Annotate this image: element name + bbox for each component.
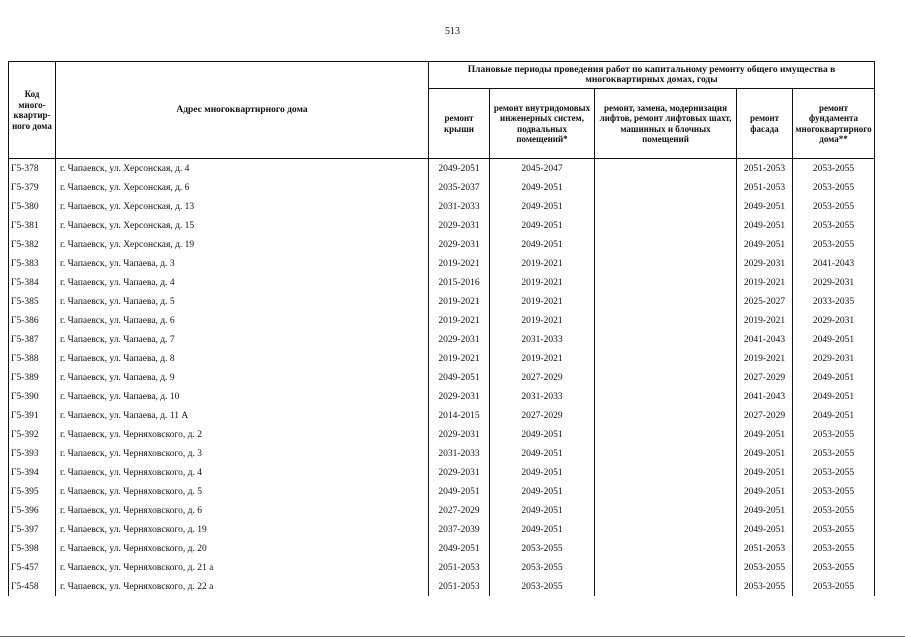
cell-code: Г5-385 (9, 292, 56, 311)
bottom-divider (0, 636, 905, 637)
cell-foundation: 2029-2031 (793, 349, 875, 368)
repair-schedule-table (8, 61, 875, 596)
cell-roof: 2049-2051 (429, 368, 490, 387)
cell-foundation: 2053-2055 (793, 482, 875, 501)
cell-code: Г5-380 (9, 197, 56, 216)
cell-foundation: 2033-2035 (793, 292, 875, 311)
cell-roof: 2029-2031 (429, 463, 490, 482)
cell-lifts (595, 311, 737, 330)
cell-code: Г5-395 (9, 482, 56, 501)
cell-systems: 2049-2051 (490, 463, 595, 482)
table-body (9, 159, 875, 597)
cell-systems: 2019-2021 (490, 311, 595, 330)
cell-systems: 2053-2055 (490, 558, 595, 577)
cell-code: Г5-388 (9, 349, 56, 368)
cell-code: Г5-386 (9, 311, 56, 330)
cell-address: г. Чапаевск, ул. Черняховского, д. 19 (56, 520, 429, 539)
cell-lifts (595, 406, 737, 425)
cell-address: г. Чапаевск, ул. Херсонская, д. 4 (56, 159, 429, 179)
cell-facade: 2049-2051 (737, 197, 793, 216)
cell-lifts (595, 501, 737, 520)
cell-lifts (595, 444, 737, 463)
cell-facade: 2051-2053 (737, 178, 793, 197)
table-row (9, 482, 875, 501)
cell-address: г. Чапаевск, ул. Черняховского, д. 21 а (56, 558, 429, 577)
table-row (9, 463, 875, 482)
cell-address: г. Чапаевск, ул. Чапаева, д. 7 (56, 330, 429, 349)
cell-roof: 2049-2051 (429, 482, 490, 501)
cell-facade: 2051-2053 (737, 159, 793, 179)
cell-address: г. Чапаевск, ул. Херсонская, д. 13 (56, 197, 429, 216)
table-row (9, 235, 875, 254)
cell-roof: 2031-2033 (429, 197, 490, 216)
cell-roof: 2029-2031 (429, 387, 490, 406)
cell-lifts (595, 254, 737, 273)
cell-roof: 2019-2021 (429, 349, 490, 368)
cell-foundation: 2053-2055 (793, 216, 875, 235)
cell-foundation: 2053-2055 (793, 235, 875, 254)
cell-lifts (595, 178, 737, 197)
cell-foundation: 2053-2055 (793, 425, 875, 444)
cell-facade: 2041-2043 (737, 330, 793, 349)
cell-lifts (595, 482, 737, 501)
cell-systems: 2049-2051 (490, 235, 595, 254)
cell-code: Г5-392 (9, 425, 56, 444)
cell-lifts (595, 425, 737, 444)
cell-roof: 2037-2039 (429, 520, 490, 539)
cell-foundation: 2049-2051 (793, 330, 875, 349)
table-row (9, 197, 875, 216)
cell-code: Г5-381 (9, 216, 56, 235)
cell-facade: 2027-2029 (737, 406, 793, 425)
cell-systems: 2031-2033 (490, 387, 595, 406)
table-row (9, 387, 875, 406)
cell-foundation: 2053-2055 (793, 577, 875, 596)
cell-facade: 2025-2027 (737, 292, 793, 311)
cell-systems: 2019-2021 (490, 349, 595, 368)
cell-code: Г5-379 (9, 178, 56, 197)
cell-foundation: 2041-2043 (793, 254, 875, 273)
table-row (9, 425, 875, 444)
cell-foundation: 2049-2051 (793, 406, 875, 425)
cell-systems: 2019-2021 (490, 292, 595, 311)
cell-systems: 2049-2051 (490, 520, 595, 539)
table-row (9, 520, 875, 539)
cell-roof: 2029-2031 (429, 330, 490, 349)
table-row (9, 292, 875, 311)
table-row (9, 273, 875, 292)
cell-address: г. Чапаевск, ул. Черняховского, д. 20 (56, 539, 429, 558)
cell-systems: 2031-2033 (490, 330, 595, 349)
cell-foundation: 2053-2055 (793, 463, 875, 482)
cell-systems: 2049-2051 (490, 178, 595, 197)
cell-roof: 2031-2033 (429, 444, 490, 463)
cell-address: г. Чапаевск, ул. Чапаева, д. 5 (56, 292, 429, 311)
cell-lifts (595, 368, 737, 387)
table-row (9, 558, 875, 577)
cell-systems: 2049-2051 (490, 197, 595, 216)
table-row (9, 539, 875, 558)
cell-facade: 2049-2051 (737, 425, 793, 444)
cell-facade: 2053-2055 (737, 577, 793, 596)
cell-code: Г5-378 (9, 159, 56, 179)
table-row (9, 501, 875, 520)
cell-lifts (595, 292, 737, 311)
cell-foundation: 2053-2055 (793, 159, 875, 179)
cell-address: г. Чапаевск, ул. Херсонская, д. 15 (56, 216, 429, 235)
cell-roof: 2015-2016 (429, 273, 490, 292)
table-row (9, 349, 875, 368)
cell-address: г. Чапаевск, ул. Чапаева, д. 3 (56, 254, 429, 273)
cell-foundation: 2053-2055 (793, 520, 875, 539)
cell-foundation: 2053-2055 (793, 539, 875, 558)
cell-lifts (595, 216, 737, 235)
cell-facade: 2019-2021 (737, 311, 793, 330)
cell-lifts (595, 273, 737, 292)
cell-code: Г5-390 (9, 387, 56, 406)
cell-lifts (595, 520, 737, 539)
cell-address: г. Чапаевск, ул. Чапаева, д. 11 А (56, 406, 429, 425)
cell-code: Г5-397 (9, 520, 56, 539)
page-number: 513 (445, 26, 460, 37)
header-systems: ремонт внутридомовых инженерных систем, подвальных помещений* (490, 89, 595, 159)
table-row (9, 311, 875, 330)
cell-address: г. Чапаевск, ул. Черняховского, д. 6 (56, 501, 429, 520)
cell-systems: 2049-2051 (490, 501, 595, 520)
cell-code: Г5-393 (9, 444, 56, 463)
cell-roof: 2049-2051 (429, 539, 490, 558)
cell-facade: 2049-2051 (737, 482, 793, 501)
cell-lifts (595, 159, 737, 179)
table-row (9, 254, 875, 273)
table-row (9, 330, 875, 349)
header-periods: Плановые периоды проведения работ по капитальному ремонту общего имущества в многоквартирных домах, годы (429, 62, 875, 89)
cell-roof: 2051-2053 (429, 558, 490, 577)
cell-roof: 2049-2051 (429, 159, 490, 179)
cell-roof: 2029-2031 (429, 235, 490, 254)
header-code: Код много-квартир-ного дома (9, 62, 56, 159)
cell-address: г. Чапаевск, ул. Чапаева, д. 9 (56, 368, 429, 387)
cell-lifts (595, 463, 737, 482)
table-row (9, 577, 875, 596)
cell-foundation: 2029-2031 (793, 273, 875, 292)
cell-roof: 2019-2021 (429, 292, 490, 311)
cell-address: г. Чапаевск, ул. Черняховского, д. 22 а (56, 577, 429, 596)
cell-foundation: 2053-2055 (793, 197, 875, 216)
cell-facade: 2019-2021 (737, 273, 793, 292)
cell-roof: 2051-2053 (429, 577, 490, 596)
cell-systems: 2045-2047 (490, 159, 595, 179)
cell-code: Г5-387 (9, 330, 56, 349)
cell-code: Г5-384 (9, 273, 56, 292)
header-facade: ремонт фасада (737, 89, 793, 159)
table-row (9, 444, 875, 463)
cell-code: Г5-382 (9, 235, 56, 254)
cell-code: Г5-458 (9, 577, 56, 596)
cell-lifts (595, 349, 737, 368)
cell-systems: 2019-2021 (490, 254, 595, 273)
cell-address: г. Чапаевск, ул. Черняховского, д. 4 (56, 463, 429, 482)
cell-foundation: 2049-2051 (793, 368, 875, 387)
cell-address: г. Чапаевск, ул. Чапаева, д. 4 (56, 273, 429, 292)
cell-roof: 2027-2029 (429, 501, 490, 520)
cell-foundation: 2029-2031 (793, 311, 875, 330)
cell-roof: 2029-2031 (429, 425, 490, 444)
cell-code: Г5-457 (9, 558, 56, 577)
cell-roof: 2029-2031 (429, 216, 490, 235)
cell-foundation: 2053-2055 (793, 444, 875, 463)
cell-facade: 2049-2051 (737, 235, 793, 254)
cell-facade: 2049-2051 (737, 520, 793, 539)
cell-systems: 2049-2051 (490, 216, 595, 235)
cell-systems: 2049-2051 (490, 425, 595, 444)
header-lifts: ремонт, замена, модернизация лифтов, ремонт лифтовых шахт, машинных и блочных помещений (595, 89, 737, 159)
cell-facade: 2041-2043 (737, 387, 793, 406)
table-row (9, 216, 875, 235)
cell-facade: 2027-2029 (737, 368, 793, 387)
cell-foundation: 2049-2051 (793, 387, 875, 406)
cell-code: Г5-391 (9, 406, 56, 425)
cell-code: Г5-398 (9, 539, 56, 558)
cell-code: Г5-383 (9, 254, 56, 273)
cell-address: г. Чапаевск, ул. Херсонская, д. 19 (56, 235, 429, 254)
cell-roof: 2035-2037 (429, 178, 490, 197)
cell-address: г. Чапаевск, ул. Черняховского, д. 5 (56, 482, 429, 501)
header-foundation: ремонт фундамента многоквартирного дома** (793, 89, 875, 159)
table-row (9, 159, 875, 179)
cell-systems: 2053-2055 (490, 539, 595, 558)
cell-facade: 2049-2051 (737, 216, 793, 235)
cell-lifts (595, 558, 737, 577)
cell-lifts (595, 577, 737, 596)
cell-code: Г5-396 (9, 501, 56, 520)
cell-address: г. Чапаевск, ул. Херсонская, д. 6 (56, 178, 429, 197)
cell-roof: 2014-2015 (429, 406, 490, 425)
cell-address: г. Чапаевск, ул. Чапаева, д. 10 (56, 387, 429, 406)
cell-foundation: 2053-2055 (793, 178, 875, 197)
cell-address: г. Чапаевск, ул. Чапаева, д. 8 (56, 349, 429, 368)
cell-facade: 2051-2053 (737, 539, 793, 558)
cell-foundation: 2053-2055 (793, 558, 875, 577)
header-roof: ремонт крыши (429, 89, 490, 159)
table-row (9, 368, 875, 387)
cell-code: Г5-389 (9, 368, 56, 387)
cell-systems: 2027-2029 (490, 406, 595, 425)
cell-lifts (595, 539, 737, 558)
cell-facade: 2049-2051 (737, 463, 793, 482)
cell-facade: 2029-2031 (737, 254, 793, 273)
cell-lifts (595, 387, 737, 406)
cell-facade: 2049-2051 (737, 444, 793, 463)
table-row (9, 406, 875, 425)
cell-lifts (595, 197, 737, 216)
cell-facade: 2053-2055 (737, 558, 793, 577)
cell-lifts (595, 330, 737, 349)
cell-address: г. Чапаевск, ул. Черняховского, д. 3 (56, 444, 429, 463)
cell-systems: 2053-2055 (490, 577, 595, 596)
cell-systems: 2049-2051 (490, 482, 595, 501)
cell-foundation: 2053-2055 (793, 501, 875, 520)
cell-code: Г5-394 (9, 463, 56, 482)
cell-facade: 2049-2051 (737, 501, 793, 520)
cell-systems: 2027-2029 (490, 368, 595, 387)
cell-lifts (595, 235, 737, 254)
cell-address: г. Чапаевск, ул. Чапаева, д. 6 (56, 311, 429, 330)
cell-systems: 2019-2021 (490, 273, 595, 292)
cell-facade: 2019-2021 (737, 349, 793, 368)
header-address: Адрес многоквартирного дома (56, 62, 429, 159)
cell-roof: 2019-2021 (429, 311, 490, 330)
cell-address: г. Чапаевск, ул. Черняховского, д. 2 (56, 425, 429, 444)
table-row (9, 178, 875, 197)
cell-systems: 2049-2051 (490, 444, 595, 463)
cell-roof: 2019-2021 (429, 254, 490, 273)
